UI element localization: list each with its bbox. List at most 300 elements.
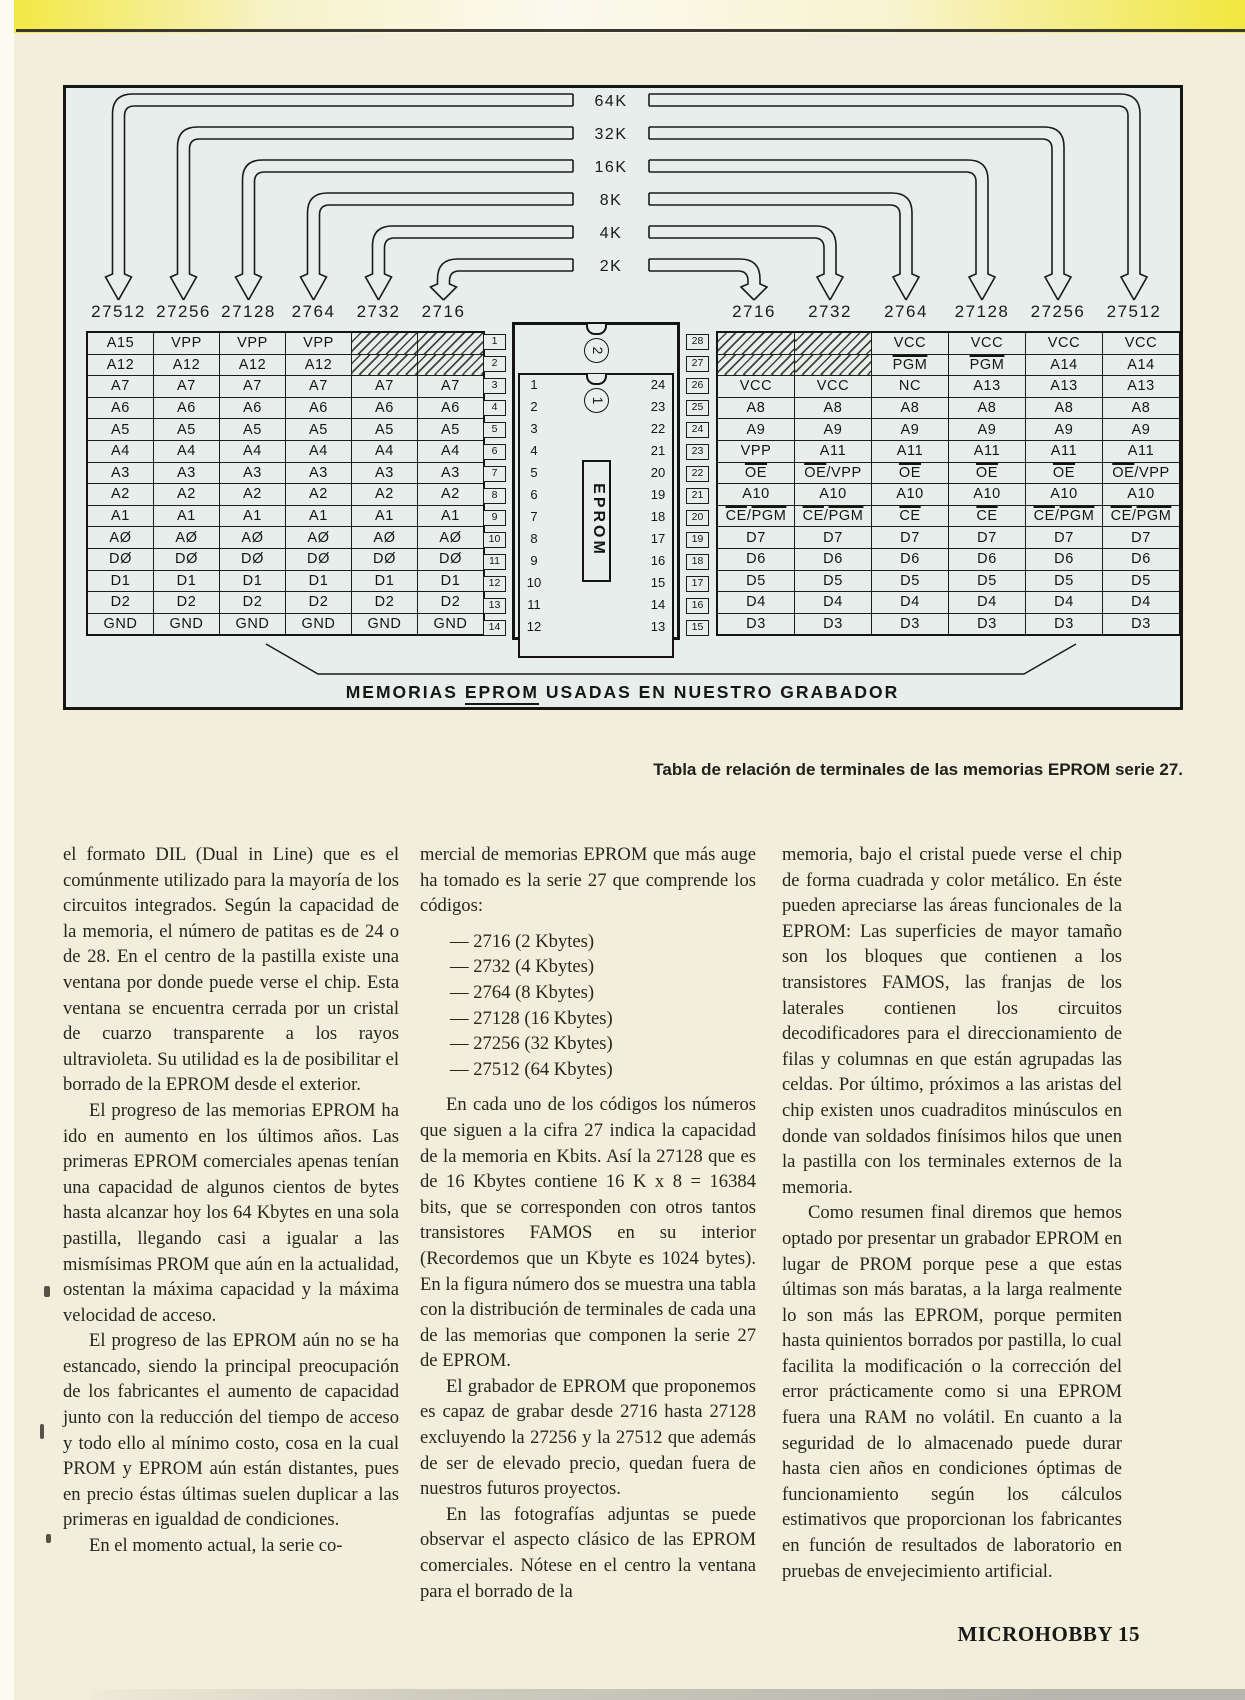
pin-table-cell: $\overline{OE}$ bbox=[1026, 462, 1103, 484]
article-paragraph: mercial de memorias EPROM que más auge ha tomado es la serie 27 que comprende los códigos: bbox=[420, 844, 756, 917]
capacity-label: 2K bbox=[599, 258, 623, 275]
pin-table-cell: $\overline{OE}$/VPP bbox=[1103, 462, 1181, 484]
pin-table-cell: NC bbox=[872, 376, 949, 398]
pin-table-cell: A1 bbox=[154, 505, 220, 527]
pin-table-cell: A15 bbox=[87, 332, 154, 354]
dip24-pin-number-left: 10 bbox=[526, 575, 542, 590]
pin-table-cell: A9 bbox=[949, 419, 1026, 441]
dip28-pin-number-left: 7 bbox=[483, 466, 506, 482]
part-number-header: 27512 bbox=[91, 302, 146, 321]
pin-table-cell: A12 bbox=[286, 354, 352, 376]
part-number-header: 2732 bbox=[356, 302, 401, 321]
pin-table-cell: D3 bbox=[949, 613, 1026, 635]
eprom-code-list-item: — 27256 (32 Kbytes) bbox=[450, 1033, 613, 1055]
dip28-pin-number-right: 22 bbox=[686, 466, 709, 482]
pin-table-cell: GND bbox=[220, 613, 286, 635]
pin-table-cell: D5 bbox=[717, 570, 795, 592]
pin-table-cell: AØ bbox=[154, 527, 220, 549]
figure-title-pre: MEMORIAS bbox=[345, 682, 465, 702]
pin-table-cell: A5 bbox=[286, 419, 352, 441]
capacity-label: 8K bbox=[599, 192, 623, 209]
pin-table-cell: A4 bbox=[418, 440, 485, 462]
eprom-label-box bbox=[582, 460, 611, 582]
pin-table-cell: D2 bbox=[220, 592, 286, 614]
pin-table-row bbox=[717, 548, 1180, 570]
pin-table-cell: A3 bbox=[352, 462, 418, 484]
pin-table-cell: A7 bbox=[87, 376, 154, 398]
part-number-header: 2716 bbox=[732, 302, 776, 321]
pin-table-row bbox=[717, 376, 1180, 398]
dip24-pin-number-left: 7 bbox=[530, 509, 538, 524]
pin-table-cell: D4 bbox=[795, 592, 872, 614]
pin-table-row bbox=[717, 613, 1180, 635]
pin-table-cell: D5 bbox=[1026, 570, 1103, 592]
pin-table-row bbox=[87, 440, 484, 462]
eprom-code-list-item: — 2732 (4 Kbytes) bbox=[450, 956, 595, 978]
pin-table-row bbox=[717, 440, 1180, 462]
dip28-notch bbox=[586, 324, 607, 335]
pin-table-cell: A9 bbox=[1103, 419, 1181, 441]
scan-speck bbox=[46, 1534, 51, 1543]
pin-table-cell: A9 bbox=[1026, 419, 1103, 441]
pin-table-cell: D1 bbox=[87, 570, 154, 592]
dip28-pin-number-left: 11 bbox=[483, 554, 506, 570]
pin-table-cell: A4 bbox=[87, 440, 154, 462]
scan-speck bbox=[44, 1286, 50, 1297]
dip28-pin-number-right: 23 bbox=[686, 444, 709, 460]
dip24-pin-number-right: 14 bbox=[650, 597, 666, 612]
pin-table-cell: D2 bbox=[352, 592, 418, 614]
pin-table-cell: A14 bbox=[1026, 354, 1103, 376]
dip24-pin-number-left: 4 bbox=[530, 443, 538, 458]
pin-table-cell: A4 bbox=[286, 440, 352, 462]
figure-title bbox=[66, 682, 1179, 703]
article-paragraph: El progreso de las memorias EPROM ha ido en aumento en los últimos años. Las primeras EPROM comerciales apenas tenían una capacidad de algunos cientos de bytes hasta alcanzar hoy los 64 Kbytes en una sola pastilla, llegando casi a igualar a las mismísimas PROM que aún en la actualidad, ostentan la máxima capacidad y la máxima velocidad de acceso. bbox=[63, 1099, 399, 1326]
diagram-line bbox=[649, 127, 1071, 300]
pin-table-cell: D1 bbox=[220, 570, 286, 592]
left-pin-table bbox=[86, 331, 485, 636]
scan-left-edge bbox=[0, 0, 14, 1700]
diagram-line bbox=[649, 139, 1058, 300]
article-column-3 bbox=[782, 842, 1122, 1584]
pin-table-cell: VPP bbox=[154, 332, 220, 354]
pin-table-cell: A4 bbox=[352, 440, 418, 462]
pin-table-cell: DØ bbox=[220, 548, 286, 570]
pin-table-cell: $\overline{CE}/\overline{PGM}$ bbox=[717, 505, 795, 527]
pin-table-cell bbox=[418, 332, 485, 354]
pin-table-cell: A13 bbox=[949, 376, 1026, 398]
pin-table-cell: AØ bbox=[87, 527, 154, 549]
capacity-label: 16K bbox=[594, 159, 628, 176]
diagram-line bbox=[249, 172, 574, 300]
pin-table-cell: A11 bbox=[1026, 440, 1103, 462]
dip24-pin-number-left: 2 bbox=[530, 399, 538, 414]
diagram-line bbox=[431, 259, 574, 300]
pin-table-cell: VCC bbox=[949, 332, 1026, 354]
pin-table-cell: DØ bbox=[154, 548, 220, 570]
pin-table-cell: A11 bbox=[949, 440, 1026, 462]
pin-table-row bbox=[87, 613, 484, 635]
dip24-number-badge: 1 bbox=[584, 388, 609, 413]
pin-table-cell: VCC bbox=[1026, 332, 1103, 354]
part-number-header: 27256 bbox=[1030, 302, 1086, 321]
dip24-pin-number-right: 23 bbox=[650, 399, 666, 414]
pin-table-cell: DØ bbox=[286, 548, 352, 570]
pin-table-cell: $\overline{CE}$ bbox=[872, 505, 949, 527]
pin-table-cell: $\overline{OE}$ bbox=[717, 462, 795, 484]
part-number-header: 27256 bbox=[156, 302, 211, 321]
diagram-line bbox=[649, 193, 919, 300]
pin-table-cell: A2 bbox=[352, 484, 418, 506]
pin-table-cell: A7 bbox=[418, 376, 485, 398]
dip24-pin-number-right: 19 bbox=[650, 487, 666, 502]
pin-table-cell bbox=[352, 354, 418, 376]
pin-table-cell: D1 bbox=[418, 570, 485, 592]
pin-table-cell: A6 bbox=[154, 397, 220, 419]
pin-table-cell bbox=[418, 354, 485, 376]
pin-table-cell: A4 bbox=[154, 440, 220, 462]
dip28-pin-number-left: 5 bbox=[483, 422, 506, 438]
pin-table-cell: DØ bbox=[418, 548, 485, 570]
pin-table-cell: A8 bbox=[1026, 397, 1103, 419]
pin-table-cell: D3 bbox=[795, 613, 872, 635]
dip28-pin-number-right: 15 bbox=[686, 620, 709, 636]
pin-table-cell: A5 bbox=[220, 419, 286, 441]
pin-table-cell: A6 bbox=[418, 397, 485, 419]
pin-table-cell: GND bbox=[154, 613, 220, 635]
pin-table-cell: A12 bbox=[87, 354, 154, 376]
diagram-line bbox=[106, 94, 574, 300]
eprom-code-list-item: — 2764 (8 Kbytes) bbox=[450, 981, 595, 1003]
pin-table-cell: A3 bbox=[154, 462, 220, 484]
part-number-header: 27512 bbox=[1106, 302, 1162, 321]
dip28-number-badge: 2 bbox=[584, 338, 609, 363]
dip24-pin-number-left: 8 bbox=[530, 531, 538, 546]
figure-title-eprom: EPROM bbox=[465, 682, 539, 705]
pin-table-cell: D6 bbox=[1103, 548, 1181, 570]
pin-table-cell: D4 bbox=[717, 592, 795, 614]
pin-table-row bbox=[87, 376, 484, 398]
pin-table-cell: A9 bbox=[795, 419, 872, 441]
pin-table-cell: A6 bbox=[286, 397, 352, 419]
pin-table-cell: D7 bbox=[1026, 527, 1103, 549]
dip24-pin-number-left: 12 bbox=[526, 619, 542, 634]
dip28-pin-number-left: 3 bbox=[483, 378, 506, 394]
pin-table-cell: A5 bbox=[154, 419, 220, 441]
eprom-code-list-item: — 2716 (2 Kbytes) bbox=[450, 930, 595, 952]
dip28-pin-number-left: 13 bbox=[483, 598, 506, 614]
dip28-pin-number-right: 28 bbox=[686, 334, 709, 350]
dip28-pin-number-left: 8 bbox=[483, 488, 506, 504]
diagram-line bbox=[236, 160, 574, 300]
dip24-pin-number-left: 6 bbox=[530, 487, 538, 502]
pin-table-cell: A7 bbox=[220, 376, 286, 398]
pin-table-cell: A9 bbox=[717, 419, 795, 441]
diagram-line bbox=[649, 94, 1147, 300]
pin-table-cell: A8 bbox=[949, 397, 1026, 419]
dip28-pin-number-right: 16 bbox=[686, 598, 709, 614]
part-number-header: 2716 bbox=[421, 302, 466, 321]
pin-table-cell: A13 bbox=[1103, 376, 1181, 398]
pin-table-cell bbox=[795, 332, 872, 354]
pin-table-cell: A5 bbox=[418, 419, 485, 441]
pin-table-row bbox=[717, 570, 1180, 592]
pin-table-cell: DØ bbox=[87, 548, 154, 570]
pin-table-cell: A5 bbox=[352, 419, 418, 441]
diagram-line bbox=[366, 226, 574, 300]
pin-table-cell: D6 bbox=[717, 548, 795, 570]
pin-table-cell: A10 bbox=[949, 484, 1026, 506]
pin-table-cell: A10 bbox=[1103, 484, 1181, 506]
pin-table-cell: GND bbox=[352, 613, 418, 635]
pin-table-row bbox=[87, 570, 484, 592]
dip28-pin-number-left: 6 bbox=[483, 444, 506, 460]
pin-table-cell: A2 bbox=[154, 484, 220, 506]
dip28-pin-number-left: 12 bbox=[483, 576, 506, 592]
pin-table-cell bbox=[795, 354, 872, 376]
page-top-rule bbox=[16, 29, 1245, 32]
pin-table-row bbox=[717, 592, 1180, 614]
pin-table-row bbox=[87, 505, 484, 527]
pin-table-cell: D2 bbox=[154, 592, 220, 614]
pin-table-cell: $\overline{CE}/\overline{PGM}$ bbox=[1103, 505, 1181, 527]
pin-table-cell: AØ bbox=[220, 527, 286, 549]
pin-table-cell: $\overline{PGM}$ bbox=[872, 354, 949, 376]
diagram-line bbox=[649, 226, 843, 300]
pin-table-cell: A12 bbox=[220, 354, 286, 376]
pin-table-cell: A3 bbox=[220, 462, 286, 484]
pin-table-row bbox=[87, 462, 484, 484]
scan-speck bbox=[40, 1424, 44, 1439]
pin-table-cell: A13 bbox=[1026, 376, 1103, 398]
article-column-1 bbox=[63, 842, 399, 1559]
dip28-pin-number-left: 1 bbox=[483, 334, 506, 350]
pin-table-cell: D6 bbox=[1026, 548, 1103, 570]
pin-table-cell: A2 bbox=[220, 484, 286, 506]
pin-table-cell: A6 bbox=[87, 397, 154, 419]
part-number-header: 27128 bbox=[954, 302, 1010, 321]
article-paragraph: el formato DIL (Dual in Line) que es el comúnmente utilizado para la mayoría de los circuitos integrados. Según la capacidad de la memoria, el número de patitas es de 24 o de 28. En el centro de la pastilla existe una ventana por donde puede verse el chip. Esta ventana se encuentra cerrada por un cristal de cuarzo transparente a los rayos ultravioleta. Su utilidad es la de posibilitar el borrado de la EPROM desde el exterior. bbox=[63, 844, 399, 1096]
right-pin-table bbox=[716, 331, 1181, 636]
pin-table-cell: A14 bbox=[1103, 354, 1181, 376]
pin-table-cell: D2 bbox=[87, 592, 154, 614]
dip28-pin-number-right: 24 bbox=[686, 422, 709, 438]
dip24-pin-number-right: 21 bbox=[650, 443, 666, 458]
pin-table-cell: D5 bbox=[1103, 570, 1181, 592]
dip28-pin-number-right: 19 bbox=[686, 532, 709, 548]
pin-table-cell: AØ bbox=[418, 527, 485, 549]
pin-table-cell: A3 bbox=[286, 462, 352, 484]
pin-table-cell: $\overline{CE}/\overline{PGM}$ bbox=[1026, 505, 1103, 527]
pin-table-cell: A8 bbox=[717, 397, 795, 419]
pin-table-cell: D1 bbox=[286, 570, 352, 592]
pin-table-cell: D3 bbox=[1103, 613, 1181, 635]
dip24-notch bbox=[586, 374, 607, 385]
pin-table-cell: $\overline{OE}$ bbox=[949, 462, 1026, 484]
diagram-line bbox=[649, 172, 982, 300]
pin-table-cell: $\overline{CE}/\overline{PGM}$ bbox=[795, 505, 872, 527]
pin-table-cell: D3 bbox=[1026, 613, 1103, 635]
pin-table-cell: A6 bbox=[352, 397, 418, 419]
pin-table-cell: A10 bbox=[1026, 484, 1103, 506]
pin-table-cell: VCC bbox=[795, 376, 872, 398]
pin-table-cell: A1 bbox=[352, 505, 418, 527]
diagram-line bbox=[649, 238, 830, 300]
dip28-pin-number-left: 10 bbox=[483, 532, 506, 548]
eprom-code-list-item: — 27128 (16 Kbytes) bbox=[450, 1007, 613, 1029]
diagram-line bbox=[379, 238, 574, 300]
pin-table-row bbox=[87, 527, 484, 549]
pin-table-cell: D7 bbox=[1103, 527, 1181, 549]
part-number-header: 27128 bbox=[221, 302, 276, 321]
pin-table-cell: D4 bbox=[1026, 592, 1103, 614]
dip28-pin-number-left: 9 bbox=[483, 510, 506, 526]
pin-table-cell: A3 bbox=[87, 462, 154, 484]
pin-table-cell: D4 bbox=[1103, 592, 1181, 614]
pin-table-row bbox=[717, 332, 1180, 354]
pin-table-cell: VPP bbox=[286, 332, 352, 354]
pin-table-row bbox=[717, 527, 1180, 549]
dip28-pin-number-right: 18 bbox=[686, 554, 709, 570]
capacity-label: 64K bbox=[594, 93, 628, 110]
pin-table-cell: A7 bbox=[154, 376, 220, 398]
scan-bottom-edge bbox=[90, 1689, 1245, 1700]
article-paragraph: El progreso de las EPROM aún no se ha estancado, siendo la principal preocupación de los fabricantes el aumento de capacidad junto con la reducción del tiempo de acceso y todo ello al mínimo costo, cosa en la cual PROM y EPROM aún están distantes, pues en precio éstas últimas suelen duplicar a las primeras en igualdad de condiciones. bbox=[63, 1330, 399, 1531]
pin-table-cell: D5 bbox=[949, 570, 1026, 592]
pin-table-row bbox=[717, 505, 1180, 527]
dip28-pin-number-left: 14 bbox=[483, 620, 506, 636]
dip28-pin-number-right: 21 bbox=[686, 488, 709, 504]
pin-table-cell: A10 bbox=[717, 484, 795, 506]
pin-table-cell: D4 bbox=[872, 592, 949, 614]
pin-table-cell: A2 bbox=[286, 484, 352, 506]
pin-table-cell: $\overline{PGM}$ bbox=[949, 354, 1026, 376]
pin-table-cell: $\overline{OE}$/VPP bbox=[795, 462, 872, 484]
diagram-line bbox=[314, 205, 574, 300]
dip24-pin-number-left: 1 bbox=[530, 377, 538, 392]
capacity-label: 32K bbox=[594, 126, 628, 143]
eprom-label: EPROM bbox=[590, 483, 607, 557]
article-paragraph: memoria, bajo el cristal puede verse el chip de forma cuadrada y color metálico. En éste pueden apreciarse las áreas funcionales de la EPROM: Las superficies de mayor tamaño son los bloques que contienen a los transistores FAMOS, las franjas de los laterales contienen los circuitos decodificadores para el direccionamiento de filas y columnas en que están agrupadas las celdas. Por último, próximos a las aristas del chip existen unos cuadraditos minúsculos en donde van soldados finísimos hilos que unen la pastilla con los terminales externos de la memoria. bbox=[782, 844, 1122, 1198]
pin-table-row bbox=[717, 484, 1180, 506]
capacity-label: 4K bbox=[599, 225, 623, 242]
pin-table-cell: D7 bbox=[872, 527, 949, 549]
pin-table-cell: AØ bbox=[352, 527, 418, 549]
pin-table-cell: A1 bbox=[87, 505, 154, 527]
diagram-line bbox=[649, 259, 767, 300]
pin-table-cell: D5 bbox=[872, 570, 949, 592]
pin-table-cell: $\overline{CE}$ bbox=[949, 505, 1026, 527]
pin-table-cell: A9 bbox=[872, 419, 949, 441]
pin-table-cell: D7 bbox=[717, 527, 795, 549]
pin-table-cell: D4 bbox=[949, 592, 1026, 614]
pin-table-cell: D2 bbox=[418, 592, 485, 614]
dip28-pin-number-right: 27 bbox=[686, 356, 709, 372]
dip24-pin-number-right: 17 bbox=[650, 531, 666, 546]
pinout-figure-panel bbox=[63, 85, 1183, 710]
part-number-header: 2764 bbox=[884, 302, 928, 321]
article-paragraph: El grabador de EPROM que proponemos es capaz de grabar desde 2716 hasta 27128 excluyendo la 27256 y la 27512 que además de ser de elevado precio, quedan fuera de nuestros futuros proyectos. bbox=[420, 1375, 756, 1500]
part-number-header: 2732 bbox=[808, 302, 852, 321]
diagram-line bbox=[444, 271, 574, 300]
pin-table-cell: VCC bbox=[872, 332, 949, 354]
pin-table-cell: D6 bbox=[795, 548, 872, 570]
pin-table-cell: D5 bbox=[795, 570, 872, 592]
dip28-pin-number-right: 20 bbox=[686, 510, 709, 526]
pin-table-cell: D1 bbox=[154, 570, 220, 592]
pin-table-row bbox=[87, 484, 484, 506]
pin-table-cell: VCC bbox=[1103, 332, 1181, 354]
figure-title-post: USADAS EN NUESTRO GRABADOR bbox=[539, 682, 900, 702]
pin-table-cell: D2 bbox=[286, 592, 352, 614]
pin-table-cell: A10 bbox=[872, 484, 949, 506]
dip24-pin-number-right: 18 bbox=[650, 509, 666, 524]
pin-table-cell: GND bbox=[418, 613, 485, 635]
pin-table-cell: D7 bbox=[949, 527, 1026, 549]
pin-table-row bbox=[717, 462, 1180, 484]
pin-table-cell: A6 bbox=[220, 397, 286, 419]
pin-table-cell: A8 bbox=[1103, 397, 1181, 419]
pin-table-cell: VPP bbox=[220, 332, 286, 354]
page-footer: MICROHOBBY 15 bbox=[957, 1622, 1140, 1646]
dip24-pin-number-left: 9 bbox=[530, 553, 538, 568]
pin-table-cell: A2 bbox=[87, 484, 154, 506]
pin-table-cell: D1 bbox=[352, 570, 418, 592]
eprom-code-list-item: — 27512 (64 Kbytes) bbox=[450, 1058, 613, 1080]
dip28-pin-number-right: 25 bbox=[686, 400, 709, 416]
diagram-line bbox=[649, 205, 906, 300]
pin-table-cell: A5 bbox=[87, 419, 154, 441]
pin-table-cell: A8 bbox=[872, 397, 949, 419]
pin-table-cell bbox=[352, 332, 418, 354]
pin-table-cell: A1 bbox=[220, 505, 286, 527]
pin-table-cell: A2 bbox=[418, 484, 485, 506]
diagram-line bbox=[649, 271, 754, 300]
pin-table-row bbox=[87, 548, 484, 570]
pin-table-cell: A10 bbox=[795, 484, 872, 506]
pin-table-row bbox=[717, 354, 1180, 376]
pin-table-cell: A4 bbox=[220, 440, 286, 462]
pin-table-cell: A7 bbox=[352, 376, 418, 398]
article-paragraph: En cada uno de los códigos los números que siguen a la cifra 27 indica la capacidad de la memoria en Kbits. Así la 27128 que es de 16 Kbytes contiene 16 K x 8 = 16384 bits, que se corresponden con otros tantos transistores FAMOS en su interior (Recordemos que un Kbyte es 1024 bytes). En la figura número dos se muestra una tabla con la distribución de terminales de cada una de las memorias que componen la serie 27 de EPROM. bbox=[420, 1094, 756, 1372]
pin-table-cell: A1 bbox=[286, 505, 352, 527]
pin-table-cell: A3 bbox=[418, 462, 485, 484]
dip24-pin-number-right: 13 bbox=[650, 619, 666, 634]
pin-table-cell: A1 bbox=[418, 505, 485, 527]
dip28-pin-number-left: 4 bbox=[483, 400, 506, 416]
pin-table-cell: VPP bbox=[717, 440, 795, 462]
dip28-pin-number-left: 2 bbox=[483, 356, 506, 372]
article-paragraph: Como resumen final diremos que hemos optado por presentar un grabador EPROM en lugar de PROM porque pese a que estas últimas son más baratas, a la larga realmente lo son más las EPROM, porque permiten hasta quinientos borrados por pastilla, lo cual facilita la modificación o la corrección del error prácticamente como si una EPROM fuera una RAM no volátil. En cuanto a la seguridad de lo almacenado puede durar hasta cien años en condiciones óptimas de funcionamiento según los cálculos estimativos que proporcionan los fabricantes en función de resultados de laboratorio en pruebas de envejecimiento artificial. bbox=[782, 1202, 1122, 1582]
pin-table-cell: D6 bbox=[872, 548, 949, 570]
pin-table-row bbox=[87, 332, 484, 354]
dip24-pin-number-right: 24 bbox=[650, 377, 666, 392]
pin-table-cell: GND bbox=[286, 613, 352, 635]
dip24-pin-number-left: 11 bbox=[527, 597, 541, 612]
pin-table-cell: VCC bbox=[717, 376, 795, 398]
dip24-pin-number-left: 5 bbox=[530, 465, 538, 480]
pin-table-row bbox=[717, 419, 1180, 441]
pin-table-cell: A11 bbox=[795, 440, 872, 462]
article-paragraph: En el momento actual, la serie co- bbox=[89, 1535, 343, 1557]
pin-table-cell: A12 bbox=[154, 354, 220, 376]
pin-table-cell: D3 bbox=[872, 613, 949, 635]
pin-table-cell: D3 bbox=[717, 613, 795, 635]
pin-table-cell: A7 bbox=[286, 376, 352, 398]
dip28-pin-number-right: 26 bbox=[686, 378, 709, 394]
pin-table-cell: A11 bbox=[1103, 440, 1181, 462]
pin-table-cell bbox=[717, 354, 795, 376]
